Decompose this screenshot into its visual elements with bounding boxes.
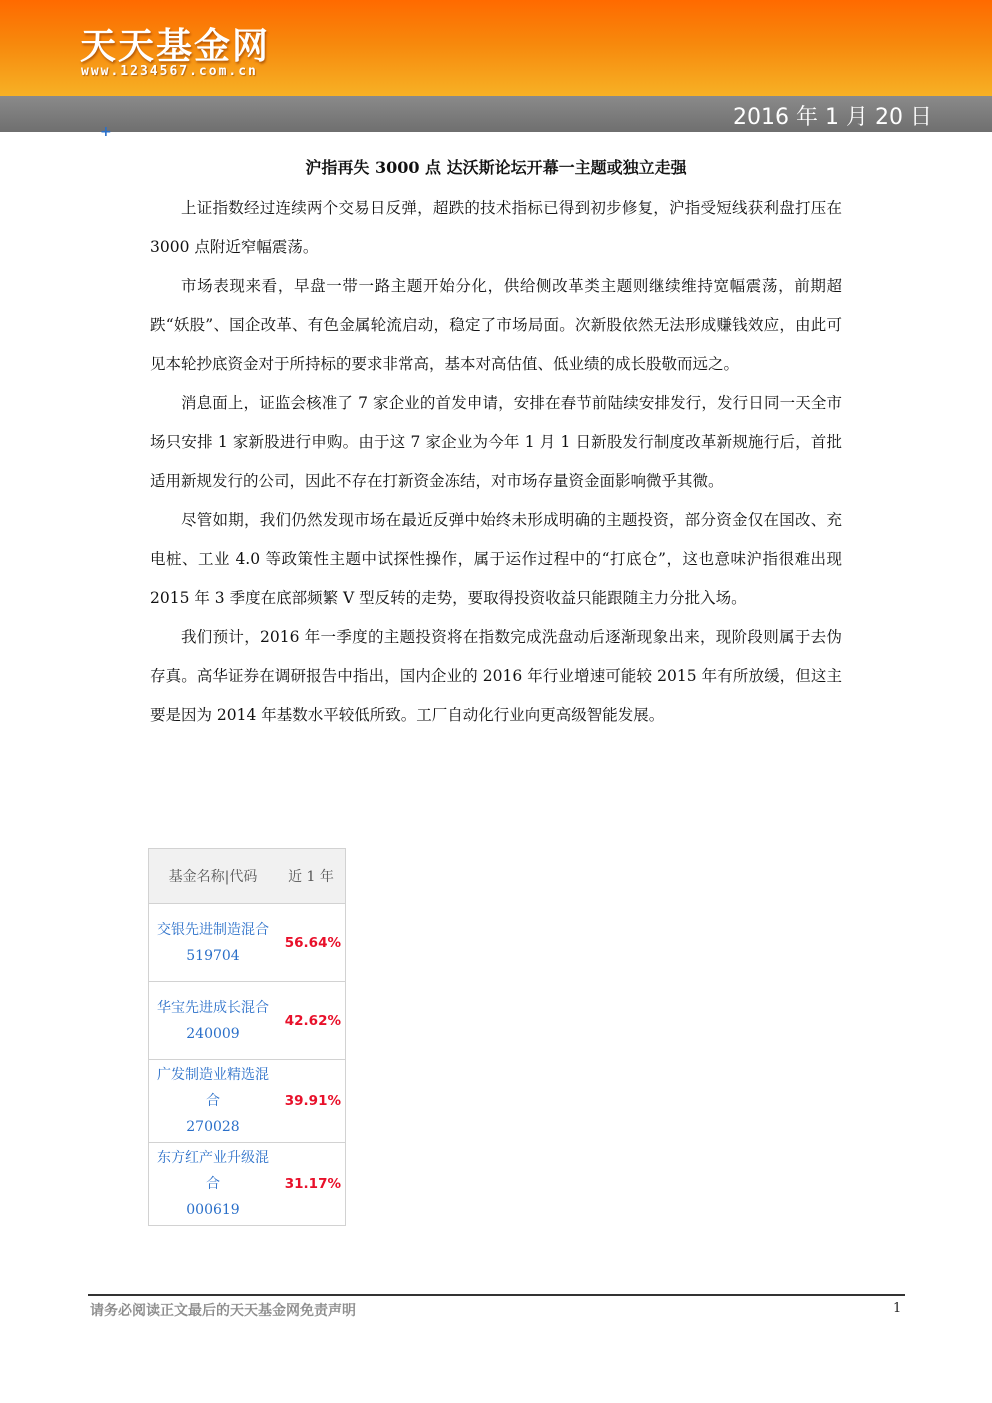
article-paragraph: 消息面上，证监会核准了 7 家企业的首发申请，安排在春节前陆续安排发行，发行日同一天全市场只安排 1 家新股进行申购。由于这 7 家企业为今年 1 月 1 日新股发行制度改革新规施行后，首批适用新规发行的公司，因此不存在打新资金冻结，对市场存量资金面影响微乎其微。 bbox=[150, 394, 842, 490]
table-row bbox=[149, 904, 346, 982]
fund-link[interactable] bbox=[149, 1143, 278, 1226]
fund-link[interactable] bbox=[149, 982, 278, 1060]
fund-return: 31.17% bbox=[277, 1143, 346, 1226]
fund-name[interactable]: 华宝先进成长混合 bbox=[157, 999, 269, 1016]
fund-name[interactable]: 东方红产业升级混 bbox=[157, 1150, 269, 1166]
fund-return: 39.91% bbox=[277, 1060, 346, 1143]
article-paragraph: 市场表现来看，早盘一带一路主题开始分化，供给侧改革类主题则继续维持宽幅震荡，前期超跌“妖股”、国企改革、有色金属轮流启动，稳定了市场局面。次新股依然无法形成赚钱效应，由此可见本轮抄底资金对于所持标的要求非常高，基本对高估值、低业绩的成长股敬而远之。 bbox=[150, 277, 842, 373]
article-body bbox=[150, 189, 842, 735]
table-row bbox=[149, 1060, 346, 1143]
date-bar bbox=[0, 96, 992, 132]
fund-code[interactable]: 270028 bbox=[186, 1119, 240, 1135]
plus-icon: + bbox=[100, 124, 112, 140]
header-banner bbox=[0, 0, 992, 96]
column-header-fund: 基金名称|代码 bbox=[149, 849, 278, 904]
table-row bbox=[149, 1143, 346, 1226]
report-date: 2016 年 1 月 20 日 bbox=[733, 105, 932, 130]
fund-return: 42.62% bbox=[277, 982, 346, 1060]
fund-code[interactable]: 000619 bbox=[186, 1202, 240, 1218]
fund-link[interactable] bbox=[149, 904, 278, 982]
article-paragraph: 我们预计，2016 年一季度的主题投资将在指数完成洗盘动后逐渐现象出来，现阶段则属于去伪存真。高华证券在调研报告中指出，国内企业的 2016 年行业增速可能较 2015 年有所放缓，但这主要是因为 2014 年基数水平较低所致。工厂自动化行业向更高级智能发展。 bbox=[150, 628, 842, 724]
site-logo[interactable]: 天天基金网 bbox=[80, 26, 271, 67]
fund-name[interactable]: 交银先进制造混合 bbox=[157, 921, 269, 938]
fund-name-cont[interactable]: 合 bbox=[206, 1176, 220, 1192]
footer-disclaimer: 请务必阅读正文最后的天天基金网免责声明 bbox=[90, 1303, 356, 1319]
fund-name[interactable]: 广发制造业精选混 bbox=[157, 1067, 269, 1083]
article-paragraph: 上证指数经过连续两个交易日反弹，超跌的技术指标已得到初步修复，沪指受短线获利盘打压在 3000 点附近窄幅震荡。 bbox=[150, 199, 842, 256]
fund-link[interactable] bbox=[149, 1060, 278, 1143]
table-row bbox=[149, 982, 346, 1060]
page-number: 1 bbox=[893, 1301, 902, 1316]
fund-code[interactable]: 240009 bbox=[186, 1025, 240, 1042]
column-header-return: 近 1 年 bbox=[277, 849, 346, 904]
footer-divider bbox=[88, 1294, 905, 1296]
fund-table-header-row bbox=[149, 849, 346, 904]
fund-return: 56.64% bbox=[277, 904, 346, 982]
article-title: 沪指再失 3000 点 达沃斯论坛开幕一主题或独立走强 bbox=[305, 158, 687, 177]
site-url: www.1234567.com.cn bbox=[81, 64, 258, 79]
article-paragraph: 尽管如期，我们仍然发现市场在最近反弹中始终未形成明确的主题投资，部分资金仅在国改、充电桩、工业 4.0 等政策性主题中试探性操作，属于运作过程中的“打底仓”，这也意味沪指很难出现 2015 年 3 季度在底部频繁 V 型反转的走势，要取得投资收益只能跟随主力分批入场。 bbox=[150, 511, 842, 607]
fund-table bbox=[148, 848, 346, 1226]
fund-code[interactable]: 519704 bbox=[186, 947, 240, 964]
fund-name-cont[interactable]: 合 bbox=[206, 1093, 220, 1109]
